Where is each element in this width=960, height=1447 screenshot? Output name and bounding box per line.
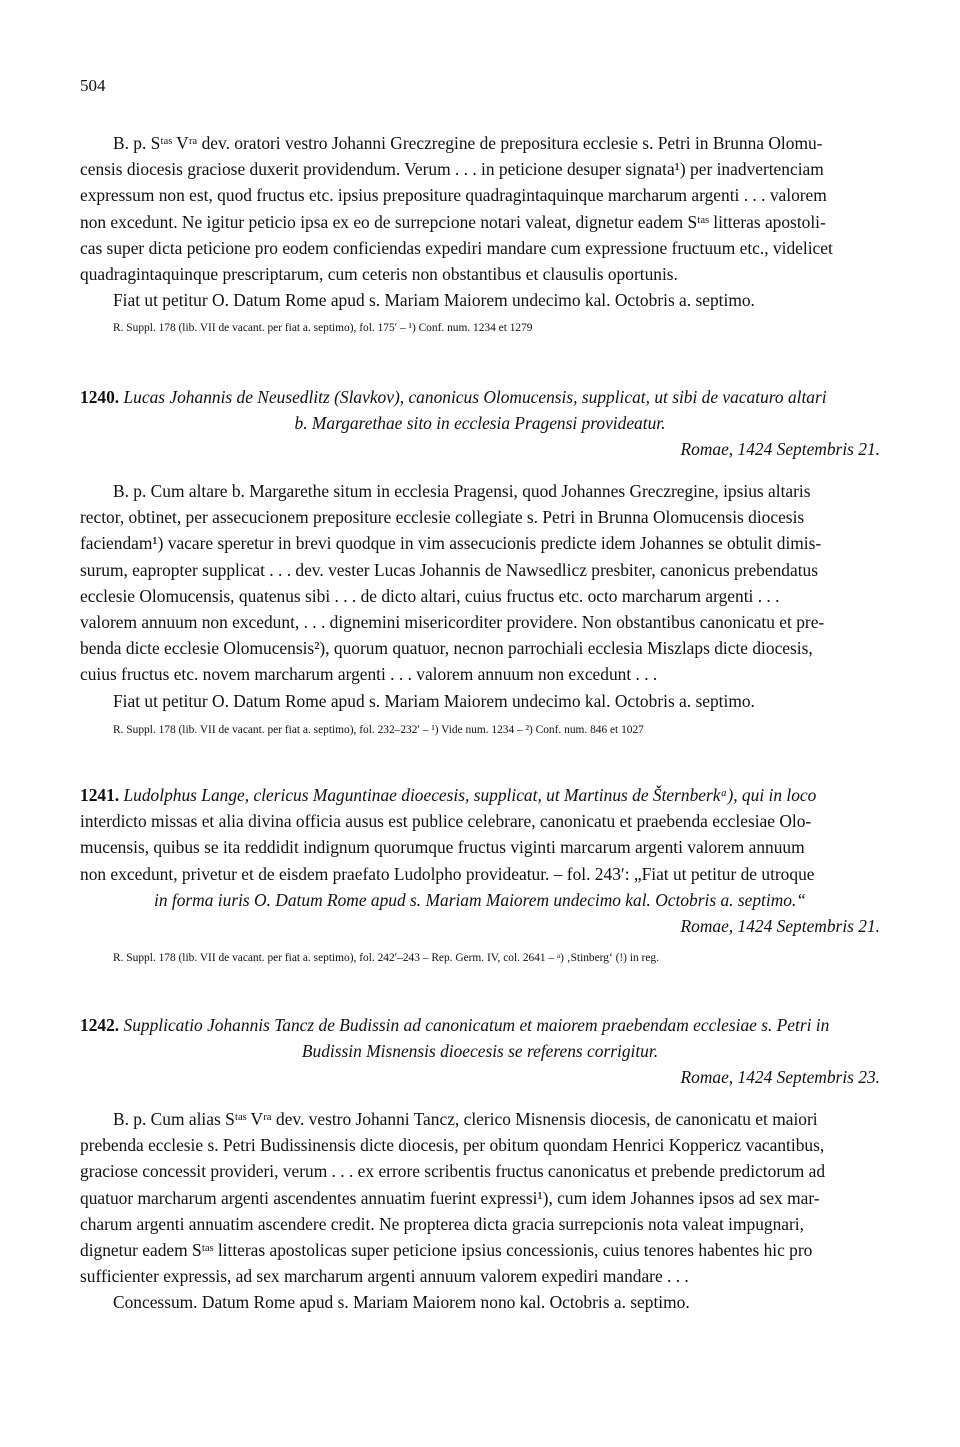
entry-number: 1242. <box>80 1015 120 1035</box>
entry-1240-line-3: faciendam¹) vacare speretur in brevi quodque in vim assecucionis predicte idem Johannes se obtulit dimis- <box>80 533 822 554</box>
intro-line-6: quadragintaquinque prescriptarum, cum ceteris non obstantibus et clausulis oportunis. <box>80 264 678 285</box>
entry-1241-source-note: R. Suppl. 178 (lib. VII de vacant. per fiat a. septimo), fol. 242ʹ–243 – Rep. Germ. IV, col. 2641 – ᵃ) ‚Stinberg‘ (!) in reg. <box>113 952 659 964</box>
entry-1240-line-5: ecclesie Olomucensis, quatenus sibi . . . de dicto altari, cuius fructus etc. octo marcharum argenti . . . <box>80 585 780 606</box>
entry-1240-line-4: surum, eapropter supplicat . . . dev. vester Lucas Johannis de Nawsedlicz presbiter, canonicus prebendatus <box>80 559 819 580</box>
entry-1242-line-2: prebenda ecclesie s. Petri Budissinensis dicte diocesis, per obitum quondam Henrici Koppericz vacantibus, <box>80 1135 825 1156</box>
entry-1241-regest-1: Ludolphus Lange, clericus Maguntinae dioecesis, supplicat, ut Martinus de Šternberkᵃ), qui in loco <box>123 785 817 805</box>
intro-note <box>80 320 880 336</box>
entry-1241-head-line-4: non excedunt, privetur et de eisdem praefato Ludolpho provideatur. – fol. 243ʹ: „Fiat ut petitur de utroque <box>80 863 815 884</box>
entry-1242-line-5: charum argenti annuatim ascendere credit. Ne propterea dicta gracia surrepcionis nota valeat impugnari, <box>80 1213 804 1234</box>
entry-number: 1241. <box>80 785 120 805</box>
entry-1240-line-1: B. p. Cum altare b. Margarethe situm in ecclesia Pragensi, quod Johannes Greczregine, ipsius altaris <box>113 481 811 501</box>
intro-fiat: Fiat ut petitur O. Datum Rome apud s. Mariam Maiorem undecimo kal. Octobris a. septimo. <box>113 290 755 311</box>
entry-number: 1240. <box>80 387 120 407</box>
entry-1241-note <box>80 950 880 966</box>
entry-1242-line-7: sufficienter expressis, ad sex marcharum argenti annuum valorem expediri mandare . . . <box>80 1266 689 1287</box>
entry-1242-line-3: graciose concessit provideri, verum . . . ex errore scribentis fructus canonicatus et prebende predictorum ad <box>80 1161 826 1182</box>
entry-1240-body <box>80 478 880 714</box>
entry-1241-head-line-1 <box>80 782 880 808</box>
intro-source-note: R. Suppl. 178 (lib. VII de vacant. per fiat a. septimo), fol. 175ʹ – ¹) Conf. num. 1234 et 1279 <box>113 322 533 334</box>
intro-line-2: censis diocesis graciose duxerit providendum. Verum . . . in peticione desuper signata¹) per inadvertenciam <box>80 159 824 180</box>
entry-1241-head-line-3: mucensis, quibus se ita reddidit indignum quorumque fructus viginti marcarum argenti valorem annuum <box>80 837 805 858</box>
entry-1240-line-6: valorem annuum non excedunt, . . . dignemini misericorditer providere. Non obstantibus canonicatu et pre- <box>80 612 825 633</box>
entry-1242-date: Romae, 1424 Septembris 23. <box>680 1067 880 1088</box>
entry-1242-header <box>80 1012 880 1091</box>
page-number: 504 <box>80 76 106 95</box>
entry-1242-head-line <box>80 1012 880 1038</box>
entry-1241-head-line-2: interdicto missas et alia divina officia ausus est publice celebrare, canonicatu et praebenda ecclesiae Olo- <box>80 811 812 832</box>
entry-1242-head-center: Budissin Misnensis dioecesis se referens corrigitur. <box>301 1041 659 1062</box>
entry-1240-fiat: Fiat ut petitur O. Datum Rome apud s. Mariam Maiorem undecimo kal. Octobris a. septimo. <box>113 690 755 711</box>
intro-section <box>80 130 880 313</box>
entry-1240-line-2: rector, obtinet, per assecucionem prepositure ecclesie collegiate s. Petri in Brunna Olomucensis diocesis <box>80 507 805 528</box>
entry-1240-line-7: benda dicte ecclesie Olomucensis²), quorum quatuor, necnon parrochiali ecclesia Miszlaps dicte diocesis, <box>80 638 813 659</box>
intro-line-3: expressum non est, quod fructus etc. ipsius prepositure quadragintaquinque marcharum argenti . . . valorem <box>80 185 827 206</box>
entry-1242-regest: Supplicatio Johannis Tancz de Budissin ad canonicatum et maiorem praebendam ecclesiae s. Petri in <box>123 1015 830 1035</box>
intro-line-1: B. p. Sᵗᵃˢ Vʳᵃ dev. oratori vestro Johanni Greczregine de prepositura ecclesie s. Petri in Brunna Olomu- <box>113 133 823 153</box>
entry-1240-line-8: cuius fructus etc. novem marcharum argenti . . . valorem annuum non excedunt . . . <box>80 664 658 685</box>
intro-line-4: non excedunt. Ne igitur peticio ipsa ex eo de surrepcione notari valeat, dignetur eadem Sᵗᵃˢ litteras apostoli- <box>80 211 826 232</box>
entry-1242-line-1: B. p. Cum alias Sᵗᵃˢ Vʳᵃ dev. vestro Johanni Tancz, clerico Misnensis diocesis, de canonicatu et maiori <box>113 1109 818 1129</box>
entry-1242-body <box>80 1106 880 1316</box>
entry-1240-date: Romae, 1424 Septembris 21. <box>680 439 880 460</box>
entry-1242-line-4: quatuor marcharum argenti ascendentes annuatim fuerint expressi¹), cum idem Johannes ipsos ad sex mar- <box>80 1187 820 1208</box>
entry-1241-date: Romae, 1424 Septembris 21. <box>680 916 880 937</box>
intro-line-5: cas super dicta peticione pro eodem conficiendas expediri mandare cum expressione fructuum etc., videlicet <box>80 237 833 258</box>
entry-1242-fiat: Concessum. Datum Rome apud s. Mariam Maiorem nono kal. Octobris a. septimo. <box>113 1292 690 1313</box>
entry-1240-head-center: b. Margarethae sito in ecclesia Pragensi provideatur. <box>294 413 666 434</box>
entry-1240-source-note: R. Suppl. 178 (lib. VII de vacant. per fiat a. septimo), fol. 232–232ʹ – ¹) Vide num. 1234 – ²) Conf. num. 846 et 1027 <box>113 724 644 736</box>
entry-1240-regest: Lucas Johannis de Neusedlitz (Slavkov), canonicus Olomucensis, supplicat, ut sibi de vacaturo altari <box>123 387 827 407</box>
entry-1240-note <box>80 722 880 738</box>
entry-1242-line-6: dignetur eadem Sᵗᵃˢ litteras apostolicas super peticione ipsius concessionis, cuius tenores habentes hic pro <box>80 1240 813 1261</box>
entry-1241-header <box>80 782 880 939</box>
entry-1241-head-center: in forma iuris O. Datum Rome apud s. Mariam Maiorem undecimo kal. Octobris a. septimo.“ <box>154 889 806 910</box>
entry-1240-header <box>80 384 880 463</box>
entry-1240-head-line <box>80 384 880 410</box>
